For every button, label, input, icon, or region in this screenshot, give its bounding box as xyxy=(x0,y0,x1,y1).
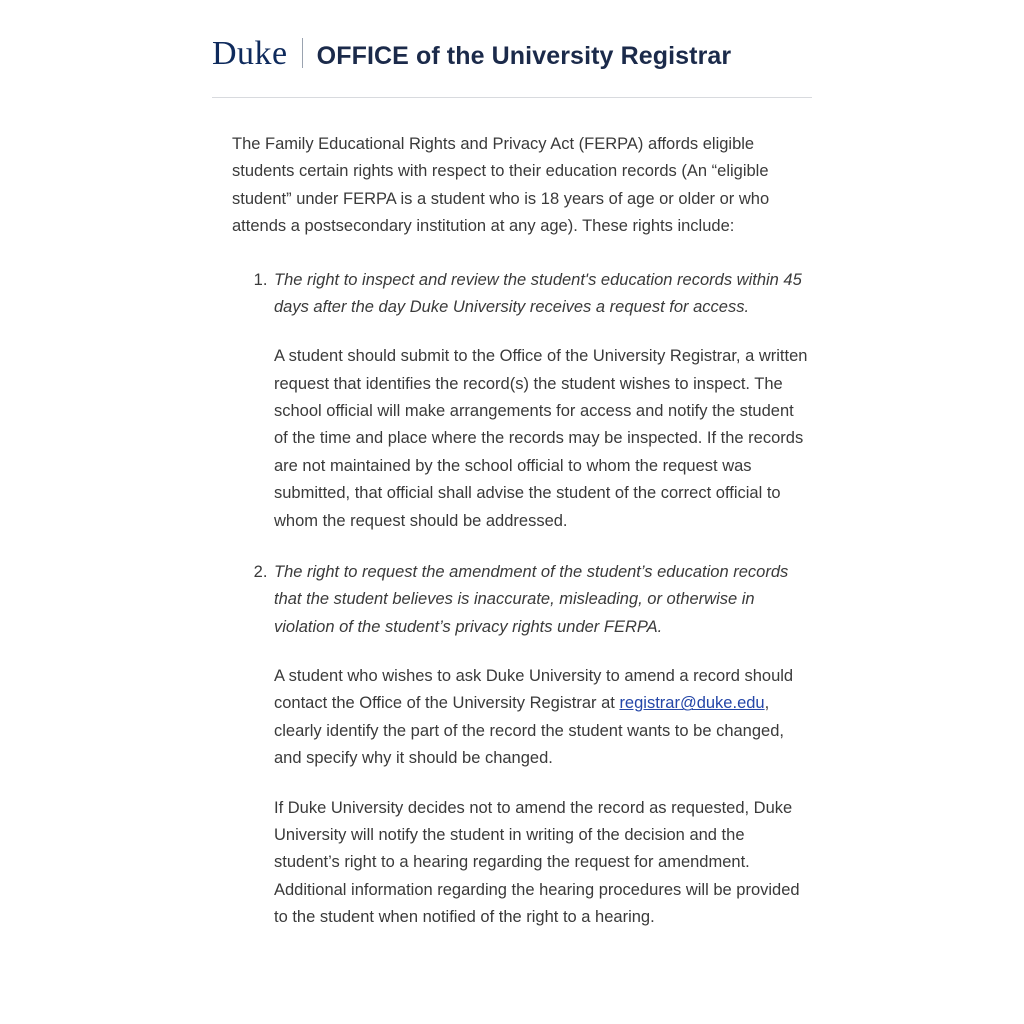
registrar-email-link[interactable]: registrar@duke.edu xyxy=(619,694,765,713)
right-1-lead: 1. The right to inspect and review the student's education records within 45 days after the day Duke University receives a request for access. xyxy=(274,270,802,316)
masthead-divider xyxy=(302,38,303,68)
rights-list xyxy=(232,267,812,932)
main-content xyxy=(212,99,812,931)
intro-paragraph: The Family Educational Rights and Privacy Act (FERPA) affords eligible students certain rights with respect to their education records (An “eligible student” under FERPA is a student who is 18 years of age or older or who attends a postsecondary institution at any age). These rights include: xyxy=(232,135,770,236)
site-masthead xyxy=(212,0,812,71)
list-item xyxy=(272,559,812,932)
page-title: OFFICE of the University Registrar xyxy=(316,42,732,70)
right-2-lead: 2. The right to request the amendment of the student’s education records that the student believes is inaccurate, misleading, or otherwise in violation of the student’s privacy rights under FERPA. xyxy=(274,562,789,636)
right-2-text-suffix: , clearly identify the part of the record the student wants to be changed, and specify why it should be changed. xyxy=(274,694,784,768)
right-1-paragraph: A student should submit to the Office of the University Registrar, a written request that identifies the record(s) the student wishes to inspect. The school official will make arrangements for access and notify the student of the time and place where the records may be inspected. If the records are not maintained by the school official to whom the request was submitted, that official shall advise the student of the correct official to whom the request should be addressed. xyxy=(274,347,808,530)
duke-wordmark: Duke xyxy=(212,35,288,72)
list-item xyxy=(272,267,812,535)
right-2-paragraph-b: If Duke University decides not to amend the record as requested, Duke University will notify the student in writing of the decision and the student’s right to a hearing regarding the request for amendment. Additional information regarding the hearing procedures will be provided to the student when notified of the right to a hearing. xyxy=(274,798,800,926)
right-2-text-prefix: A student who wishes to ask Duke University to amend a record should contact the Office of the University Registrar at xyxy=(274,667,794,713)
right-2-paragraph-a xyxy=(274,663,812,773)
